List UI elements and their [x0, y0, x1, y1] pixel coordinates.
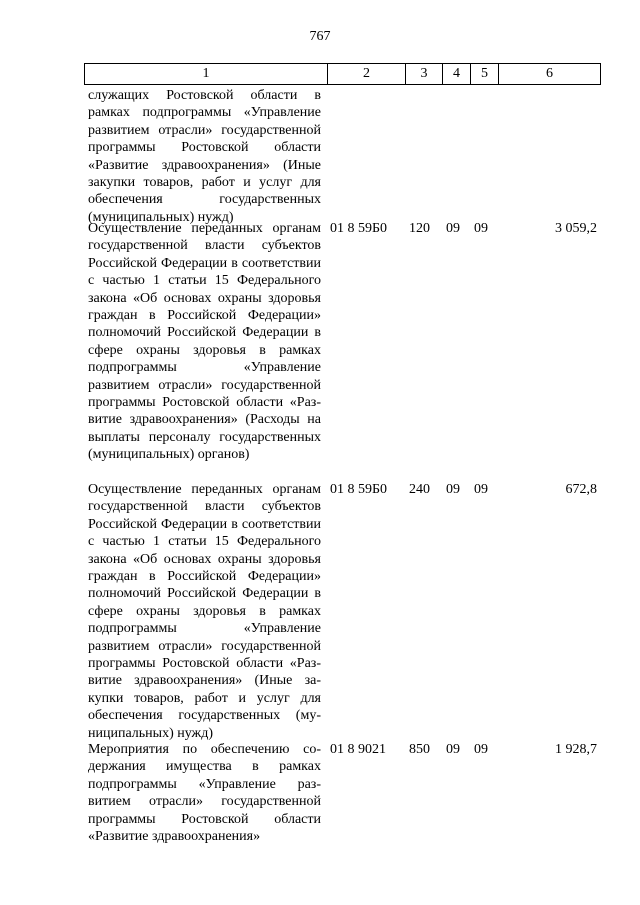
row-rz: 09 — [446, 221, 460, 236]
row-description: Мероприятия по обеспечению содержания имущества в рамках подпрограммы «Управление развитием отрасли» государственной программы Ростовской области «Развитие здравоохранения» — [88, 742, 321, 845]
header-cell-2: 2 — [328, 64, 406, 85]
row-vr: 240 — [409, 482, 430, 497]
row-code: 01 8 59Б0 — [330, 482, 388, 497]
row-description: Осуществление переданных органам государственной власти субъектов Российской Федерации в соответствии с частью 1 статьи 15 Федерального закона «Об основах охраны здоровья граждан в Российской Федерации» полномочий Российской Федерации в сфере охраны здоровья в рамках подпрограммы «Управление развитием отрасли» государственной программы Ростовской области «Развитие здравоохранения» (Иные закупки товаров, работ и услуг для обеспечения государственных (муниципальных) нужд) — [88, 482, 321, 741]
row-rz: 09 — [446, 742, 460, 757]
row-vr: 850 — [409, 742, 430, 757]
table-header — [84, 63, 601, 85]
row-amount: 3 059,2 — [555, 221, 597, 236]
header-row — [85, 64, 601, 85]
header-cell-5: 5 — [471, 64, 499, 85]
header-cell-1: 1 — [85, 64, 328, 85]
row-vr: 120 — [409, 221, 430, 236]
row-amount: 1 928,7 — [555, 742, 597, 757]
row-description: Осуществление переданных органам государственной власти субъектов Российской Федерации в соответствии с частью 1 статьи 15 Федерального закона «Об основах охраны здоровья граждан в Российской Федерации» полномочий Российской Федерации в сфере охраны здоровья в рамках подпрограммы «Управление развитием отрасли» государственной программы Ростовской области «Развитие здравоохранения» (Расходы на выплаты персоналу государственных (муниципальных) органов) — [88, 221, 321, 463]
row-amount: 672,8 — [565, 482, 597, 497]
page-number: 767 — [309, 29, 331, 44]
row-rz: 09 — [446, 482, 460, 497]
header-cell-6: 6 — [499, 64, 601, 85]
row-code: 01 8 9021 — [330, 742, 386, 757]
row-pr: 09 — [474, 221, 488, 236]
row-pr: 09 — [474, 482, 488, 497]
header-cell-3: 3 — [406, 64, 443, 85]
row-code: 01 8 59Б0 — [330, 221, 388, 236]
header-cell-4: 4 — [443, 64, 471, 85]
row-description: служащих Ростовской области в рамках подпрограммы «Управление развитием отрасли» государственной программы Ростовской области «Развитие здравоохранения» (Иные закупки товаров, работ и услуг для обеспечения государственных (муниципальных) нужд) — [88, 88, 321, 225]
row-pr: 09 — [474, 742, 488, 757]
